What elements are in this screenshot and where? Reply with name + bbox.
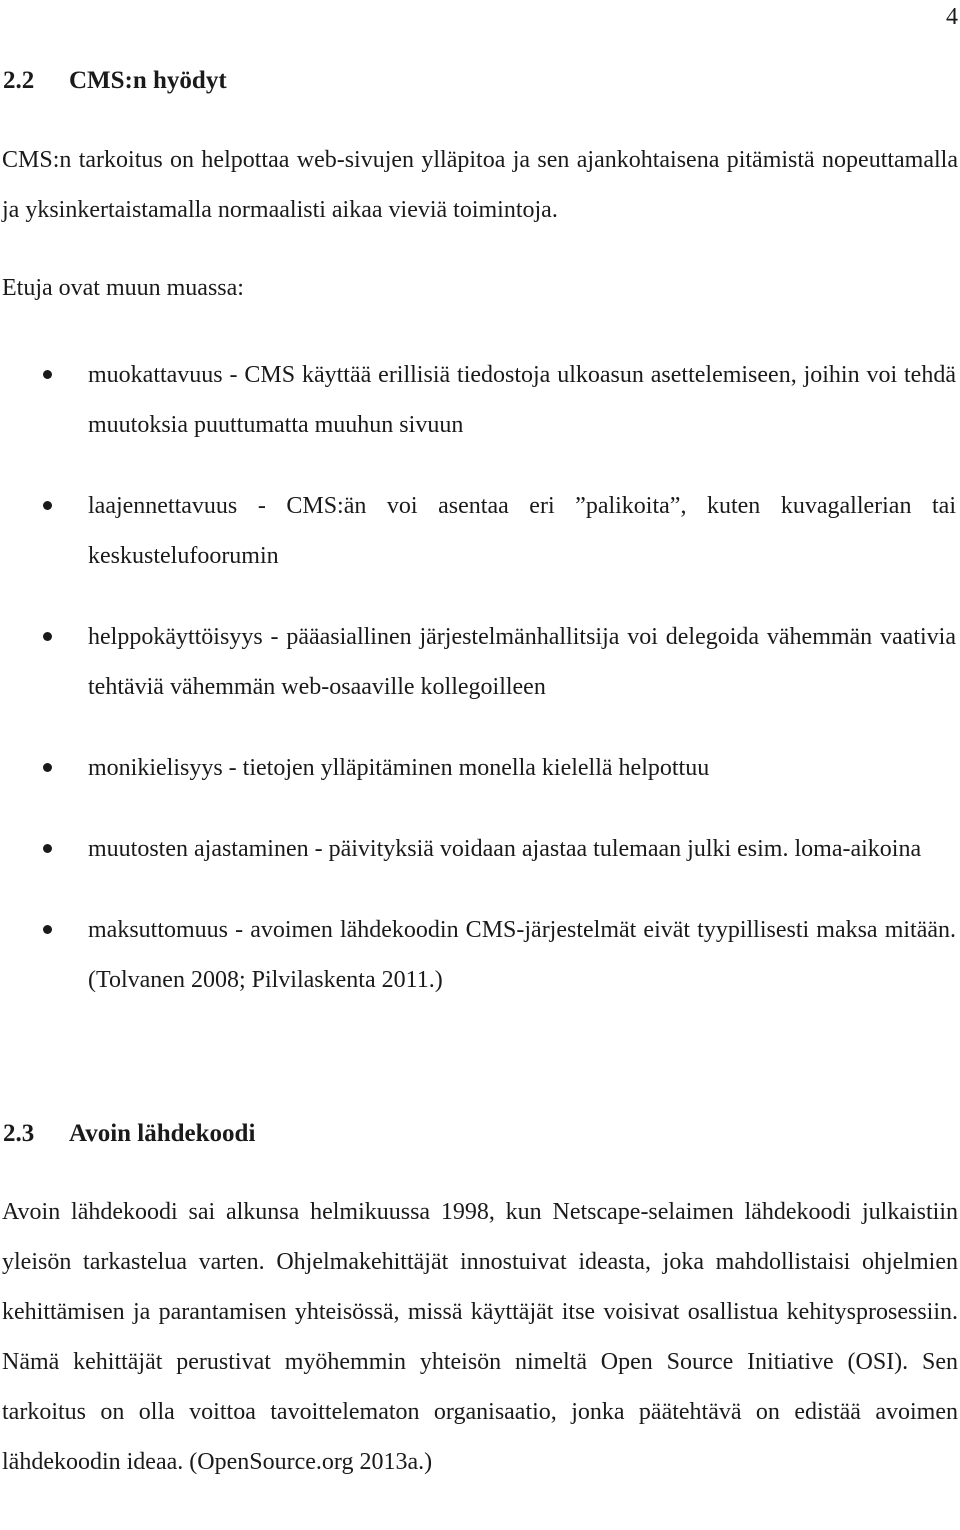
list-item-text: maksuttomuus - avoimen lähdekoodin CMS-järjestelmät eivät tyypillisesti maksa mitään. (Tolvanen 2008; Pilvilaskenta 2011.) — [88, 917, 956, 993]
list-item — [0, 612, 956, 712]
list-item — [0, 824, 956, 874]
section-number: 2.2 — [3, 67, 35, 94]
section-title: CMS:n hyödyt — [69, 67, 227, 94]
section-title: Avoin lähdekoodi — [69, 1120, 256, 1147]
benefits-intro: Etuja ovat muun muassa: — [2, 275, 244, 301]
bullet-icon — [43, 763, 52, 772]
list-item — [0, 743, 956, 793]
list-item-text: muutosten ajastaminen - päivityksiä voidaan ajastaa tulemaan julki esim. loma-aikoina — [88, 836, 922, 862]
bullet-icon — [43, 632, 52, 641]
list-item-text: muokattavuus - CMS käyttää erillisiä tiedostoja ulkoasun asettelemiseen, joihin voi tehdä muutoksia puuttumatta muuhun sivuun — [88, 362, 956, 438]
bullet-icon — [43, 370, 52, 379]
benefits-list — [0, 350, 960, 1036]
section-2-2-paragraph: CMS:n tarkoitus on helpottaa web-sivujen ylläpitoa ja sen ajankohtaisena pitämistä nopeuttamalla ja yksinkertaistamalla normaalisti aikaa vieviä toimintoja. — [2, 147, 958, 223]
section-heading-2-2 — [3, 66, 227, 96]
bullet-icon — [43, 925, 52, 934]
list-item — [0, 481, 956, 581]
section-number: 2.3 — [3, 1120, 35, 1147]
list-item-text: laajennettavuus - CMS:än voi asentaa eri ”palikoita”, kuten kuvagallerian tai keskustelufoorumin — [88, 493, 956, 569]
list-item-text: monikielisyys - tietojen ylläpitäminen monella kielellä helpottuu — [88, 755, 710, 781]
section-2-3-paragraph: Avoin lähdekoodi sai alkunsa helmikuussa 1998, kun Netscape-selaimen lähdekoodi julkaistiin yleisön tarkastelua varten. Ohjelmakehittäjät innostuivat ideasta, joka mahdollistaisi ohjelmien kehittämisen ja parantamisen yhteisössä, missä käyttäjät itse voisivat osallistua kehitysprosessiin. Nämä kehittäjät perustivat myöhemmin yhteisön nimeltä Open Source Initiative (OSI). Sen tarkoitus on olla voittoa tavoittelematon organisaatio, jonka päätehtävä on edistää avoimen lähdekoodin ideaa. (OpenSource.org 2013a.) — [2, 1199, 958, 1475]
list-item-text: helppokäyttöisyys - pääasiallinen järjestelmänhallitsija voi delegoida vähemmän vaativia tehtäviä vähemmän web-osaaville kollegoilleen — [88, 624, 956, 700]
page-number: 4 — [946, 4, 958, 30]
bullet-icon — [43, 501, 52, 510]
bullet-icon — [43, 844, 52, 853]
list-item — [0, 350, 956, 450]
section-heading-2-3 — [3, 1119, 255, 1149]
list-item — [0, 905, 956, 1005]
